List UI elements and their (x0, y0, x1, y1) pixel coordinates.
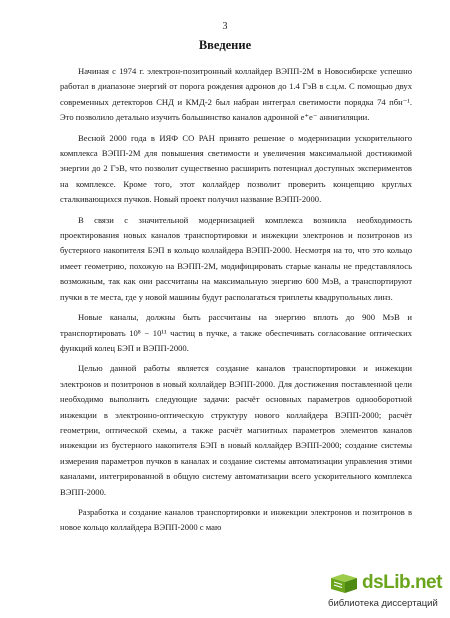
paragraph-1: Начиная с 1974 г. электрон-позитронный коллайдер ВЭПП-2М в Новосибирске успешно работал в диапазоне энергий от порога рождения адронов до 1.4 ГэВ в с.ц.м. С помощью двух современных детекторов СНД и КМД-2 был набран интеграл светимости порядка 74 пбн⁻¹. Это позволило детально изучить большинство каналов адронной e⁺e⁻ аннигиляции. (60, 66, 412, 123)
paragraph-2: Весной 2000 года в ИЯФ СО РАН принято решение о модернизации ускорительного комплекса ВЭПП-2М для повышения светимости и увеличения максимальной достижимой энергии до 2 ГэВ, что позволит существенно расширить потенциал доступных экспериментов на комплексе. Кроме того, этот коллайдер позволит проверить концепцию круглых сталкивающихся пучков. Новый проект получил название ВЭПП-2000. (60, 132, 412, 205)
document-body (60, 64, 412, 541)
dslib-watermark[interactable] (328, 572, 446, 614)
watermark-brand: dsLib.net (362, 572, 442, 593)
page-number: 3 (222, 21, 228, 32)
page-title: Введение (198, 38, 252, 52)
paragraph-6: Разработка и создание каналов транспортировки и инжекции электронов и позитронов в новое кольцо коллайдера ВЭПП-2000 с маю (60, 506, 412, 533)
paragraph-5: Целью данной работы является создание каналов транспортировки и инжекции электронов и позитронов в новый коллайдер ВЭПП-2000. Для достижения поставленной цели необходимо выполнить следующие задачи: расчёт основных параметров однооборотной инжекции в электронно-оптическую структуру нового коллайдера ВЭПП-2000; расчёт геометрии, оптической схемы, а также расчёт магнитных параметров элементов каналов инжекции из бустерного накопителя БЭП в новый коллайдер ВЭПП-2000; создание системы измерения параметров пучков в каналах и создание системы автоматизации управления этими каналами, интегрированной в общую систему автоматизации всего ускорительного комплекса ВЭПП-2000. (60, 363, 412, 497)
paragraph-3: В связи с значительной модернизацией комплекса возникла необходимость проектирования новых каналов транспортировки и инжекции электронов и позитронов из бустерного накопителя БЭП в кольцо коллайдера ВЭПП-2000. Несмотря на то, что это кольцо имеет геометрию, похожую на ВЭПП-2М, модифицировать старые каналы не представлялось возможным, так как они рассчитаны на максимальную энергию 600 МэВ, а транспортируют пучки в те места, где у новой машины будут располагаться триплеты квадрупольных линз. (60, 214, 412, 302)
watermark-tagline: библиотека диссертаций (328, 598, 438, 609)
book-stack-icon (328, 572, 360, 596)
paragraph-4: Новые каналы, должны быть рассчитаны на энергию вплоть до 900 МэВ и транспортировать 10⁸ − 10¹¹ частиц в пучке, а также обеспечивать согласование оптических функций колец БЭП и ВЭПП-2000. (60, 312, 412, 353)
